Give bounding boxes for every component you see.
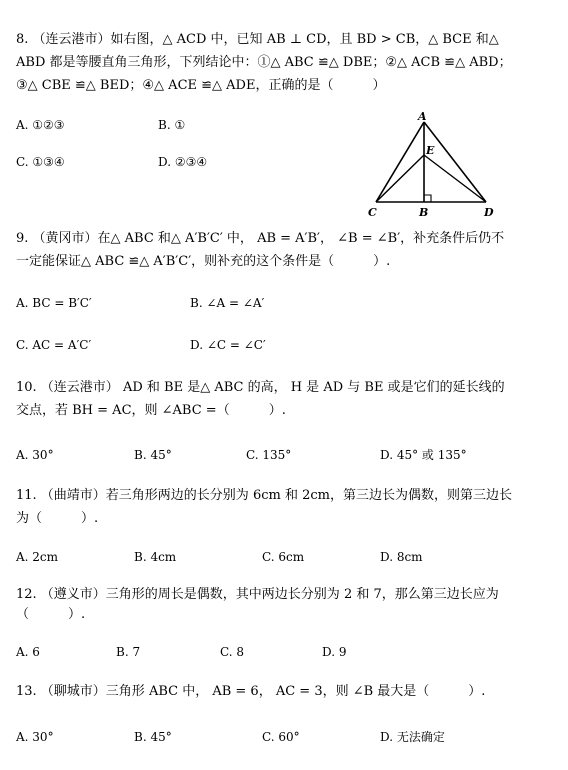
vertex-label-e: E [426, 144, 435, 157]
q9-stem-line1: 9. （黄冈市）在△ ABC 和△ A′B′C′ 中， AB = A′B′， ∠B = ∠B′，补充条件后仍不 [16, 231, 505, 246]
q11-stem-line1: 11. （曲靖市）若三角形两边的长分别为 6cm 和 2cm，第三边长为偶数，则第三边长 [16, 488, 512, 503]
q13-stem-line1: 13. （聊城市）三角形 ABC 中， AB = 6， AC = 3，则 ∠B 最大是（ ）. [16, 684, 486, 699]
q10-option-a[interactable]: A. 30° [16, 448, 54, 462]
vertex-label-c: C [368, 206, 377, 219]
q9-option-b[interactable]: B. ∠A = ∠A′ [190, 296, 265, 310]
q10-option-d[interactable]: D. 45° 或 135° [380, 448, 467, 462]
q9-option-a[interactable]: A. BC = B′C′ [16, 296, 92, 310]
q12-option-a[interactable]: A. 6 [16, 645, 40, 659]
q11-option-b[interactable]: B. 4cm [134, 550, 177, 564]
vertex-label-d: D [484, 206, 494, 219]
q8-triangle-figure [360, 110, 510, 220]
q8-option-c[interactable]: C. ①③④ [16, 155, 65, 169]
q10-stem-line2: 交点，若 BH = AC，则 ∠ABC =（ ）. [16, 403, 286, 418]
q11-option-d[interactable]: D. 8cm [380, 550, 423, 564]
q8-stem-line2: ABD 都是等腰直角三角形，下列结论中：①△ ABC ≌△ DBE；②△ ACB ≌△ ABD； [16, 55, 512, 70]
q8-option-a[interactable]: A. ①②③ [16, 118, 65, 132]
q8-option-b[interactable]: B. ① [158, 118, 186, 132]
vertex-label-a: A [418, 110, 427, 123]
q11-stem-line2: 为（ ）. [16, 511, 99, 526]
vertex-label-b: B [419, 206, 429, 219]
q10-stem-line1: 10. （连云港市） AD 和 BE 是△ ABC 的高， H 是 AD 与 BE 或是它们的延长线的 [16, 380, 505, 395]
right-angle-mark [424, 195, 431, 202]
q13-option-b[interactable]: B. 45° [134, 730, 172, 744]
q12-stem-line2: （ ）. [16, 607, 86, 622]
q9-option-c[interactable]: C. AC = A′C′ [16, 338, 92, 352]
q12-option-c[interactable]: C. 8 [220, 645, 245, 659]
q9-option-d[interactable]: D. ∠C = ∠C′ [190, 338, 266, 352]
q12-option-d[interactable]: D. 9 [322, 645, 347, 659]
q13-option-d[interactable]: D. 无法确定 [380, 730, 445, 744]
q9-stem-line2: 一定能保证△ ABC ≌△ A′B′C′，则补充的这个条件是（ ）. [16, 254, 391, 269]
q11-option-c[interactable]: C. 6cm [262, 550, 305, 564]
q12-stem-line1: 12. （遵义市）三角形的周长是偶数，其中两边长分别为 2 和 7，那么第三边长应为 [16, 587, 499, 602]
q11-option-a[interactable]: A. 2cm [16, 550, 59, 564]
q10-option-b[interactable]: B. 45° [134, 448, 172, 462]
q8-stem-line1: 8. （连云港市）如右图，△ ACD 中，已知 AB ⊥ CD，且 BD > CB，△ BCE 和△ [16, 32, 499, 47]
q8-option-d[interactable]: D. ②③④ [158, 155, 208, 169]
q13-option-a[interactable]: A. 30° [16, 730, 54, 744]
q10-option-c[interactable]: C. 135° [246, 448, 292, 462]
q13-option-c[interactable]: C. 60° [262, 730, 300, 744]
q8-stem-line3: ③△ CBE ≌△ BED；④△ ACE ≌△ ADE，正确的是（ ） [16, 78, 386, 93]
q12-option-b[interactable]: B. 7 [116, 645, 141, 659]
